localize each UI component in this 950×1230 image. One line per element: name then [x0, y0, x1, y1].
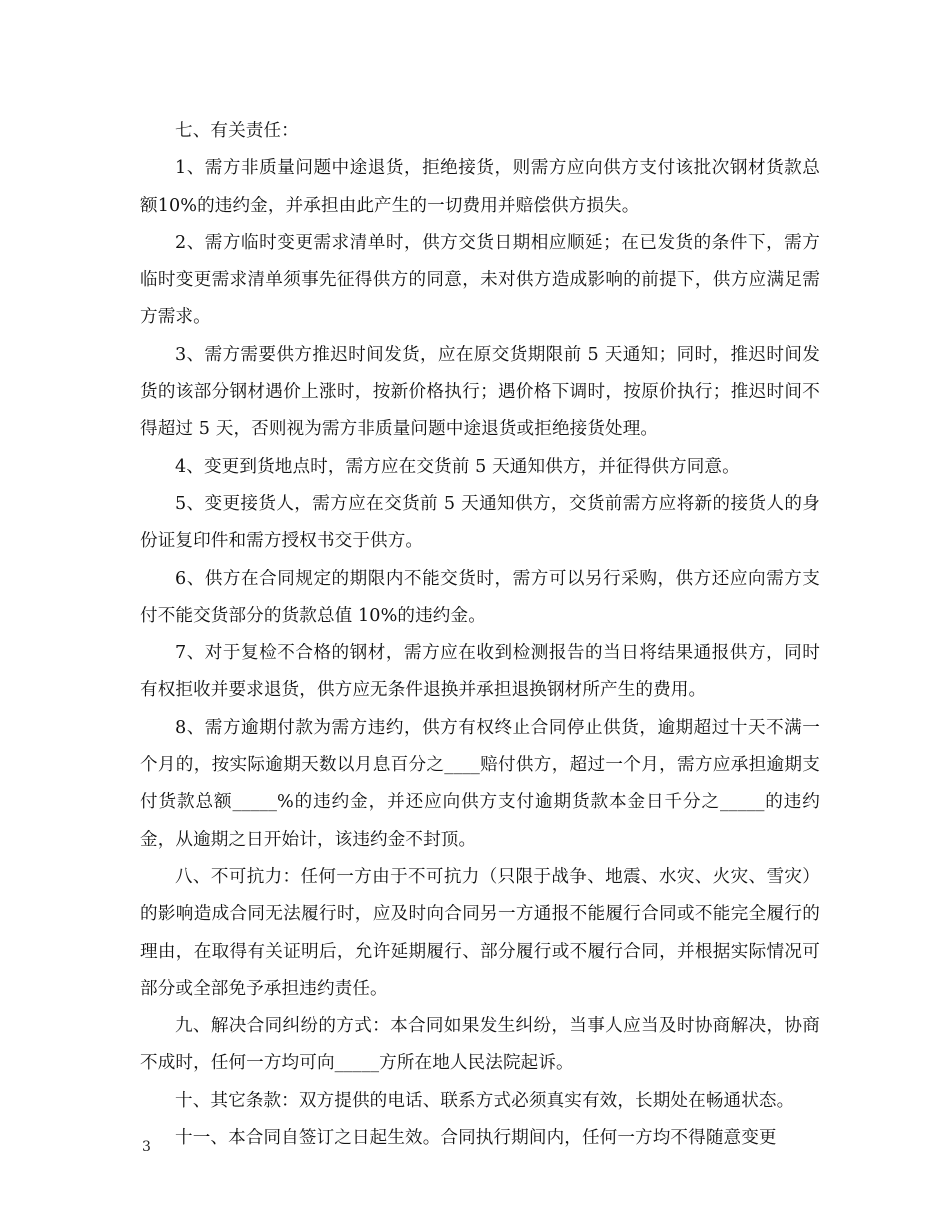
- section-other-terms: 十、其它条款：双方提供的电话、联系方式必须真实有效，长期处在畅通状态。: [175, 1090, 795, 1111]
- section-effectiveness: 十一、本合同自签订之日起生效。合同执行期间内，任何一方均不得随意变更: [175, 1128, 777, 1149]
- clause-3-delay-shipment: 3、需方需要供方推迟时间发货，应在原交货期限前 5 天通知；同时，推迟时间发货的该部分钢材遇价上涨时，按新价格执行；遇价格下调时，按原价执行；推迟时间不得超过 5 天，否则视为需方非质量问题中途退货或拒绝接货处理。: [140, 344, 820, 440]
- clause-1-return-penalty: 1、需方非质量问题中途退货，拒绝接货，则需方应向供方支付该批次钢材货款总额10%的违约金，并承担由此产生的一切费用并赔偿供方损失。: [140, 158, 820, 216]
- clause-4-change-location: 4、变更到货地点时，需方应在交货前 5 天通知供方，并征得供方同意。: [175, 456, 740, 477]
- clause-2-demand-change: 2、需方临时变更需求清单时，供方交货日期相应顺延；在已发货的条件下，需方临时变更需求清单须事先征得供方的同意，未对供方造成影响的前提下，供方应满足需方需求。: [140, 232, 820, 328]
- section-heading-liability: 七、有关责任：: [175, 121, 299, 141]
- clause-8-late-payment: 8、需方逾期付款为需方违约，供方有权终止合同停止供货，逾期超过十天不满一个月的，按实际逾期天数以月息百分之____赔付供方，超过一个月，需方应承担逾期支付货款总额_____%的违约金，并还应向供方支付逾期货款本金日千分之_____的违约金，从逾期之日开始计，该违约金不封顶。: [140, 717, 820, 850]
- clause-5-change-receiver: 5、变更接货人，需方应在交货前 5 天通知供方，交货前需方应将新的接货人的身份证复印件和需方授权书交于供方。: [140, 493, 820, 552]
- section-force-majeure: 八、不可抗力：任何一方由于不可抗力（只限于战争、地震、水灾、火灾、雪灾）的影响造成合同无法履行时，应及时向合同另一方通报不能履行合同或不能完全履行的理由，在取得有关证明后，允许延期履行、部分履行或不履行合同，并根据实际情况可部分或全部免予承担违约责任。: [140, 866, 820, 999]
- document-body: [140, 113, 820, 1157]
- clause-7-failed-inspection: 7、对于复检不合格的钢材，需方应在收到检测报告的当日将结果通报供方，同时有权拒收并要求退货，供方应无条件退换并承担退换钢材所产生的费用。: [140, 643, 820, 701]
- page-number: 3: [142, 1139, 151, 1155]
- clause-6-late-delivery: 6、供方在合同规定的期限内不能交货时，需方可以另行采购，供方还应向需方支付不能交货部分的货款总值 10%的违约金。: [140, 568, 820, 626]
- section-dispute-resolution: 九、解决合同纠纷的方式：本合同如果发生纠纷，当事人应当及时协商解决，协商不成时，任何一方均可向_____方所在地人民法院起诉。: [140, 1016, 820, 1074]
